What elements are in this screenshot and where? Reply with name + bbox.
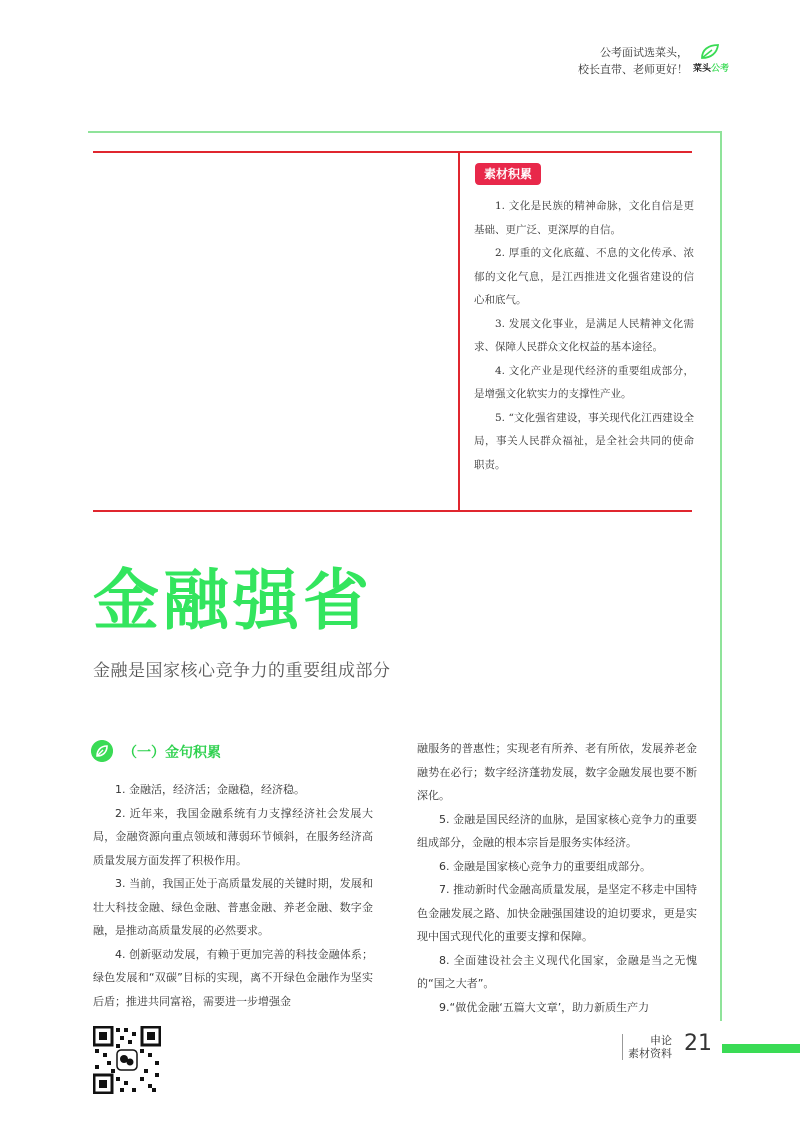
material-box-divider (458, 151, 460, 512)
footer-accent-bar (722, 1044, 800, 1053)
material-box-top-border (93, 151, 692, 153)
material-list (474, 195, 694, 477)
paragraph: 5. 金融是国民经济的血脉，是国家核心竞争力的重要组成部分，金融的根本宗旨是服务实体经济。 (417, 812, 697, 849)
footer-divider (622, 1034, 623, 1060)
right-column (417, 737, 697, 1019)
material-item: 4. 文化产业是现代经济的重要组成部分，是增强文化软实力的支撑性产业。 (474, 364, 694, 400)
brand-text (693, 61, 729, 74)
footer-label-line-1: 申论 (650, 1034, 672, 1047)
qr-code (93, 1026, 161, 1094)
material-item: 1. 文化是民族的精神命脉，文化自信是更基础、更广泛、更深厚的自信。 (474, 200, 694, 236)
frame-right-line (720, 131, 722, 1021)
paragraph: 8. 全面建设社会主义现代化国家，金融是当之无愧的“国之大者”。 (417, 953, 697, 990)
paragraph-continuation: 融服务的普惠性；实现老有所养、老有所依，发展养老金融势在必行；数字经济蓬勃发展，数字金融发展也要不断深化。 (417, 742, 697, 802)
footer-label (628, 1034, 672, 1060)
material-box-bottom-border (93, 510, 692, 512)
brand-suffix: 公考 (711, 64, 730, 74)
brand-logo (693, 44, 730, 78)
brand-name: 菜头 (693, 64, 712, 74)
paragraph: 2. 近年来，我国金融系统有力支撑经济社会发展大局，金融资源向重点领域和薄弱环节倾斜，在服务经济高质量发展方面发挥了积极作用。 (93, 806, 373, 867)
frame-top-line (88, 131, 722, 133)
material-item: 3. 发展文化事业，是满足人民精神文化需求、保障人民群众文化权益的基本途径。 (474, 317, 694, 353)
left-column (93, 778, 373, 1013)
slogan-line-2: 校长直带、老师更好！ (578, 63, 688, 76)
material-tag: 素材积累 (475, 163, 541, 185)
page-number: 21 (684, 1031, 712, 1056)
paragraph: 4. 创新驱动发展，有赖于更加完善的科技金融体系；绿色发展和“双碳”目标的实现，离不开绿色金融作为坚实后盾；推进共同富裕，需要进一步增强金 (93, 947, 373, 1008)
footer-label-line-2: 素材资料 (628, 1047, 672, 1060)
material-item: 5. “文化强省建设，事关现代化江西建设全局，事关人民群众福祉，是全社会共同的使命职责。 (474, 411, 694, 471)
page-title: 金融强省 (93, 562, 373, 639)
slogan-line-1: 公考面试选菜头， (600, 46, 688, 59)
paragraph: 3. 当前，我国正处于高质量发展的关键时期，发展和壮大科技金融、绿色金融、普惠金融、养老金融、数字金融，是推动高质量发展的必然要求。 (93, 877, 373, 937)
section-title: （一）金句积累 (123, 745, 221, 761)
paragraph: 9.“做优金融‘五篇大文章’，助力新质生产力 (439, 1000, 650, 1014)
paragraph: 1. 金融活，经济活；金融稳，经济稳。 (115, 783, 305, 796)
material-item: 2. 厚重的文化底蕴、不息的文化传承、浓郁的文化气息，是江西推进文化强省建设的信心和底气。 (474, 247, 694, 306)
leaf-icon (91, 740, 113, 762)
leaf-logo-icon (699, 44, 721, 60)
paragraph: 6. 金融是国家核心竞争力的重要组成部分。 (439, 859, 651, 873)
paragraph: 7. 推动新时代金融高质量发展，是坚定不移走中国特色金融发展之路、加快金融强国建设的迫切要求，更是实现中国式现代化的重要支撑和保障。 (417, 883, 697, 943)
page-subtitle: 金融是国家核心竞争力的重要组成部分 (93, 661, 391, 681)
header-slogan (578, 44, 688, 78)
